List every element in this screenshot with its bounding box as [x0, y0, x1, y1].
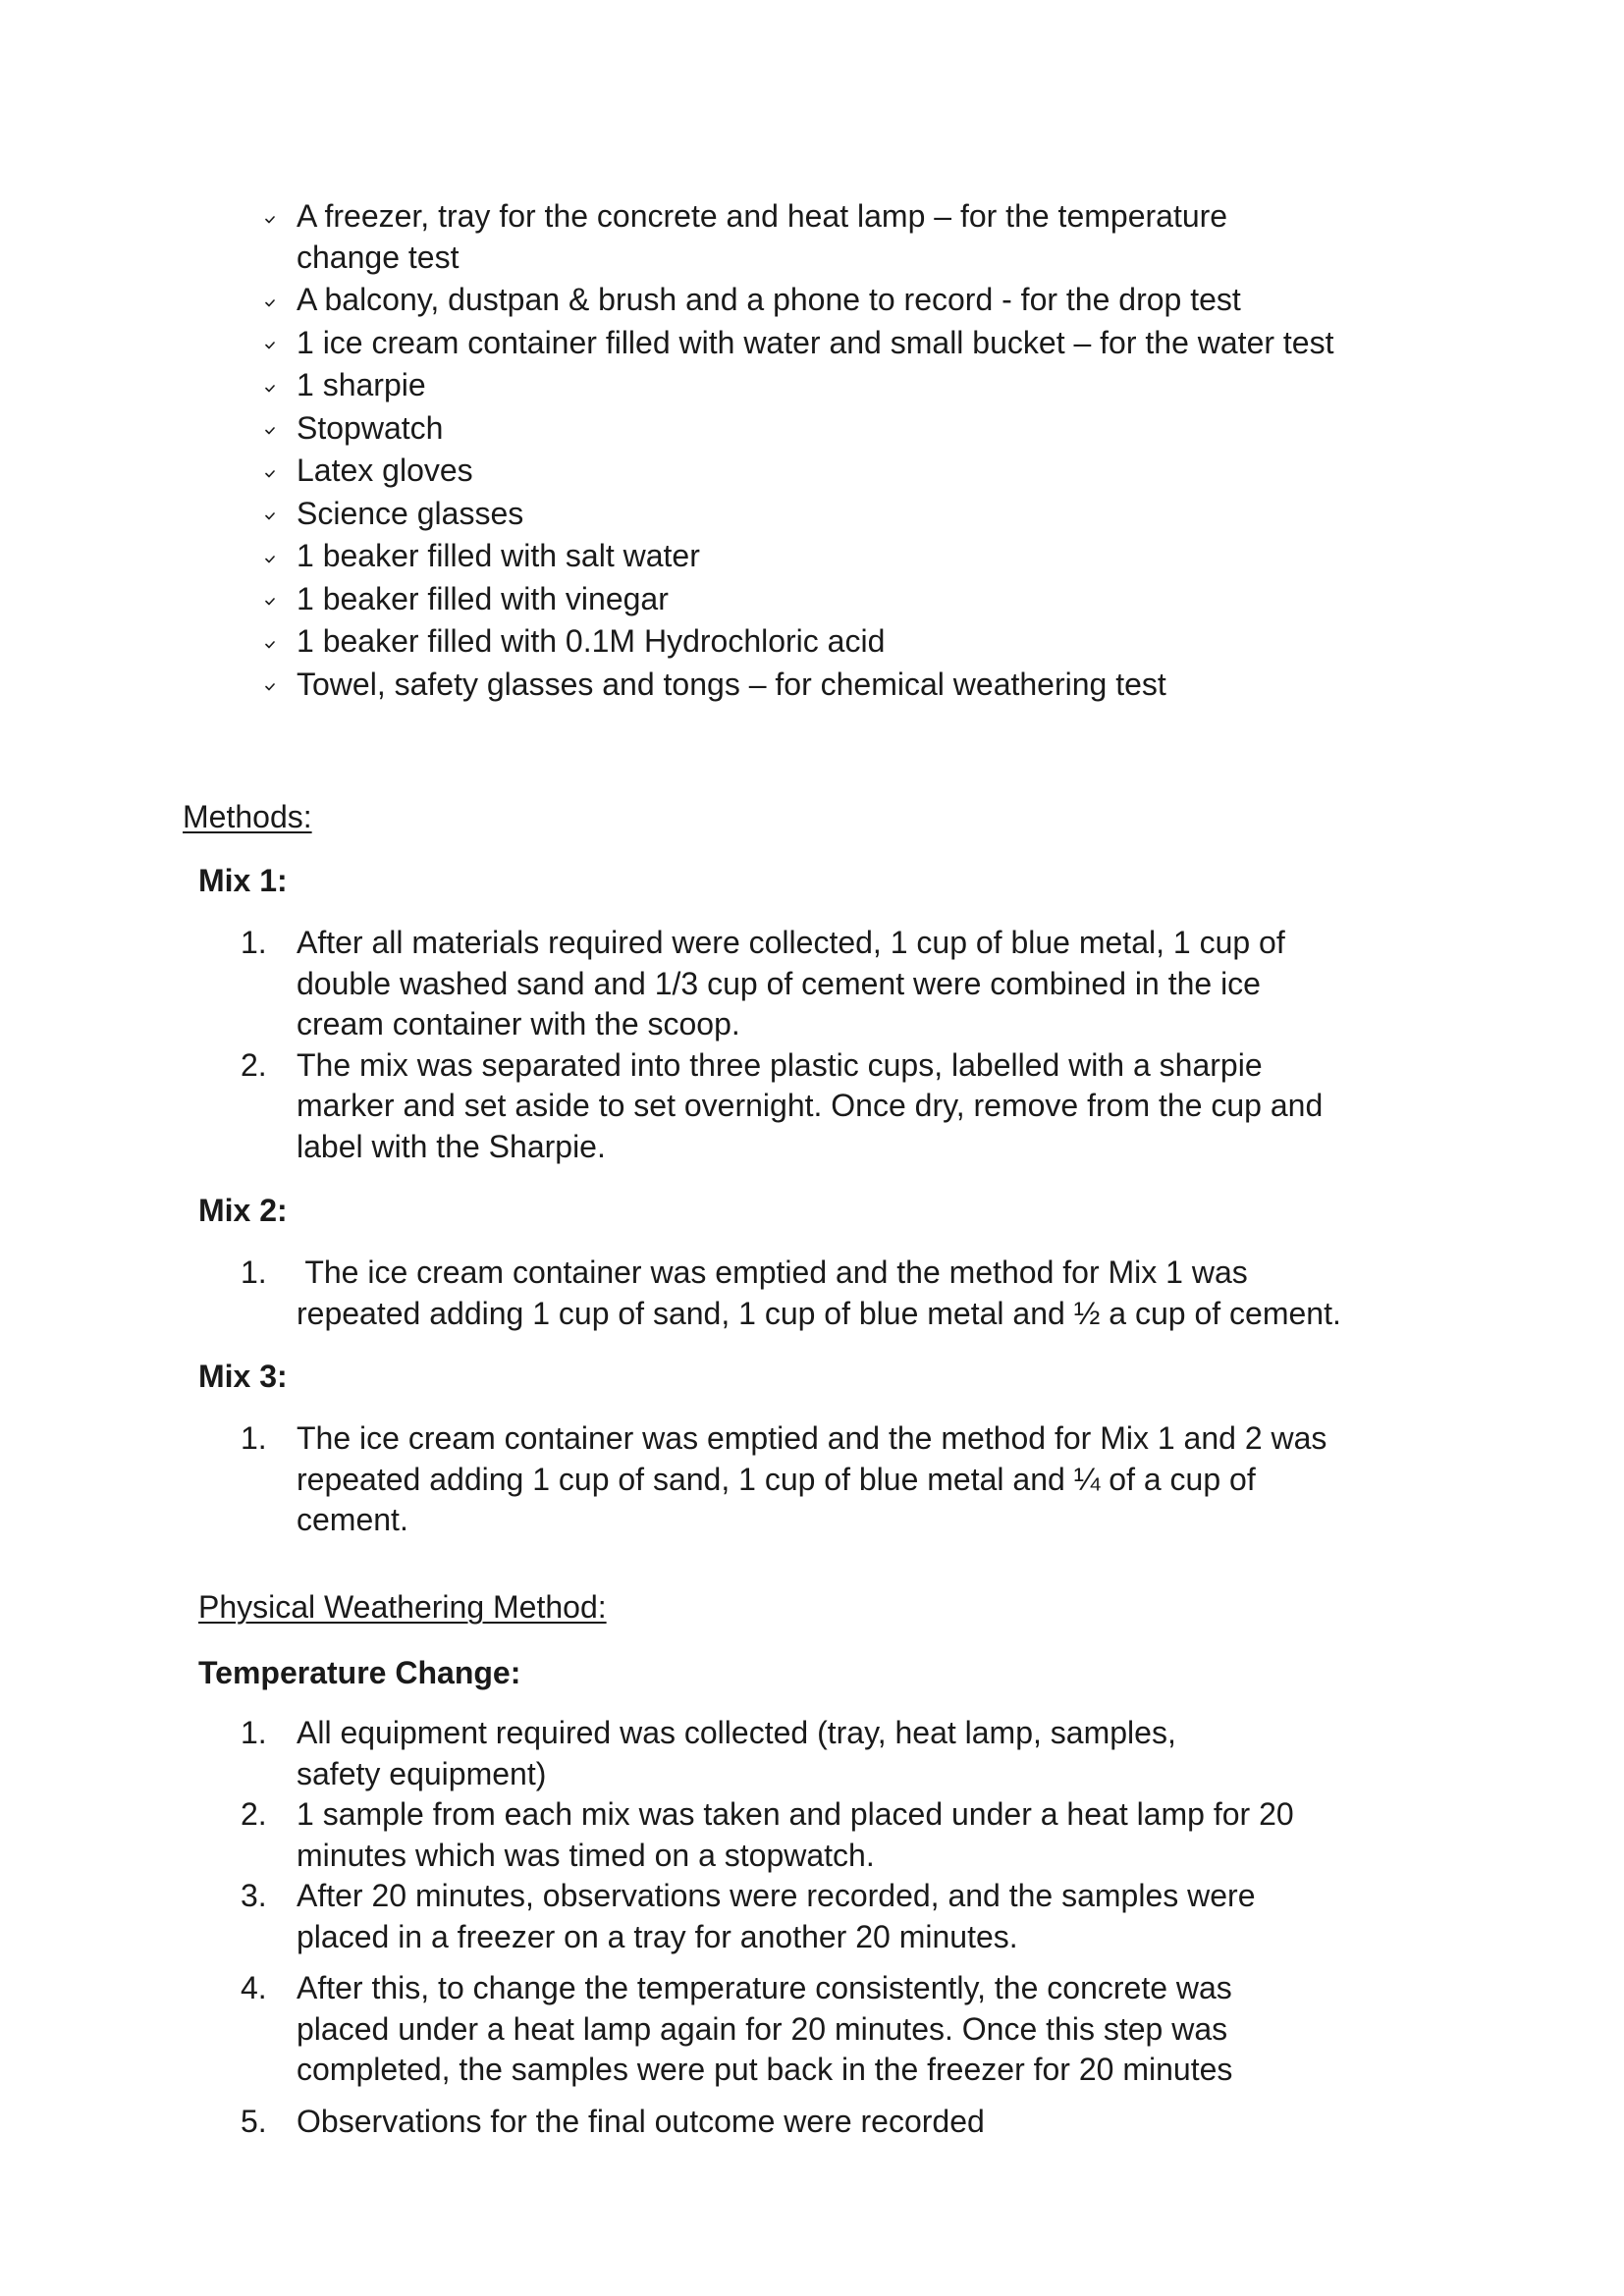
- mix3-steps: [241, 1418, 1419, 1541]
- checkmark-bullet-icon: [265, 408, 285, 450]
- step-item: [241, 1045, 1419, 1168]
- step-text: marker and set aside to set overnight. Once dry, remove from the cup and: [297, 1088, 1324, 1123]
- equipment-item-text-continued: change test: [297, 239, 460, 275]
- step-text: All equipment required was collected (tray, heat lamp, samples,: [297, 1715, 1176, 1750]
- step-number: 3.: [241, 1878, 267, 1913]
- equipment-list: [265, 196, 1424, 707]
- equipment-item-text: A freezer, tray for the concrete and heat lamp – for the temperature: [297, 198, 1228, 234]
- equipment-item-text: Towel, safety glasses and tongs – for chemical weathering test: [297, 666, 1166, 702]
- equipment-item-text: 1 sharpie: [297, 367, 426, 402]
- equipment-item: [265, 621, 1424, 663]
- step-text: safety equipment): [297, 1755, 547, 1791]
- checkmark-bullet-icon: [265, 451, 285, 492]
- equipment-item: [265, 665, 1424, 706]
- step-text: completed, the samples were put back in the freezer for 20 minutes: [297, 2052, 1233, 2087]
- checkmark-bullet-icon: [265, 621, 285, 663]
- equipment-item-text: Science glasses: [297, 495, 524, 531]
- equipment-item-text: 1 beaker filled with vinegar: [297, 580, 669, 616]
- equipment-item: [265, 451, 1424, 492]
- temperature-change-steps: [241, 1713, 1419, 2142]
- equipment-item: [265, 536, 1424, 577]
- step-text: 1 sample from each mix was taken and placed under a heat lamp for 20: [297, 1796, 1294, 1832]
- step-number: 1.: [241, 1715, 267, 1750]
- step-text: cream container with the scoop.: [297, 1006, 740, 1041]
- step-number: 1.: [241, 925, 267, 960]
- equipment-item: [265, 494, 1424, 535]
- step-item: [241, 2102, 1419, 2143]
- checkmark-bullet-icon: [265, 665, 285, 706]
- step-item: [241, 1253, 1419, 1334]
- step-text: After all materials required were collected, 1 cup of blue metal, 1 cup of: [297, 925, 1285, 960]
- step-text: placed under a heat lamp again for 20 minutes. Once this step was: [297, 2010, 1228, 2047]
- methods-heading: Methods:: [183, 799, 312, 834]
- step-text: double washed sand and 1/3 cup of cement were combined in the ice: [297, 965, 1261, 1001]
- checkmark-bullet-icon: [265, 323, 285, 364]
- step-number: 1.: [241, 1255, 267, 1290]
- checkmark-bullet-icon: [265, 579, 285, 620]
- step-text: label with the Sharpie.: [297, 1128, 606, 1164]
- mix1-heading: Mix 1:: [198, 863, 288, 898]
- step-text: After this, to change the temperature consistently, the concrete was: [297, 1970, 1232, 2005]
- step-text: minutes which was timed on a stopwatch.: [297, 1837, 875, 1873]
- step-text: Observations for the final outcome were recorded: [297, 2103, 985, 2139]
- step-number: 2.: [241, 1046, 267, 1083]
- step-number: 5.: [241, 2103, 267, 2139]
- mix2-steps: [241, 1253, 1419, 1334]
- equipment-item: [265, 579, 1424, 620]
- step-item: [241, 1876, 1419, 1957]
- step-item: [241, 1713, 1419, 1794]
- mix1-steps: [241, 923, 1419, 1167]
- temperature-change-heading: Temperature Change:: [198, 1655, 521, 1690]
- checkmark-bullet-icon: [265, 196, 285, 238]
- checkmark-bullet-icon: [265, 280, 285, 321]
- mix2-heading: Mix 2:: [198, 1193, 288, 1228]
- step-text: repeated adding 1 cup of sand, 1 cup of blue metal and ¼ of a cup of: [297, 1461, 1256, 1497]
- step-text: After 20 minutes, observations were recorded, and the samples were: [297, 1878, 1256, 1913]
- equipment-item-text: Latex gloves: [297, 453, 473, 488]
- equipment-item-text: 1 ice cream container filled with water and small bucket – for the water test: [297, 324, 1334, 360]
- step-text: cement.: [297, 1502, 408, 1537]
- checkmark-bullet-icon: [265, 536, 285, 577]
- checkmark-bullet-icon: [265, 365, 285, 406]
- step-text: The mix was separated into three plastic cups, labelled with a sharpie: [297, 1046, 1263, 1083]
- equipment-item-text: A balcony, dustpan & brush and a phone to record - for the drop test: [297, 282, 1241, 317]
- step-text: repeated adding 1 cup of sand, 1 cup of blue metal and ½ a cup of cement.: [297, 1295, 1341, 1331]
- equipment-item: [265, 196, 1424, 278]
- step-number: 4.: [241, 1970, 267, 2005]
- step-number: 1.: [241, 1420, 267, 1456]
- step-text: placed in a freezer on a tray for another 20 minutes.: [297, 1918, 1018, 1954]
- equipment-item: [265, 365, 1424, 406]
- mix3-heading: Mix 3:: [198, 1359, 288, 1394]
- equipment-item-text: 1 beaker filled with 0.1M Hydrochloric acid: [297, 623, 886, 659]
- step-item: [241, 923, 1419, 1045]
- equipment-item: [265, 280, 1424, 321]
- equipment-item-text: 1 beaker filled with salt water: [297, 538, 700, 573]
- step-item: [241, 1794, 1419, 1876]
- equipment-item: [265, 408, 1424, 450]
- step-text: The ice cream container was emptied and the method for Mix 1 was: [297, 1255, 1248, 1290]
- equipment-item-text: Stopwatch: [297, 409, 444, 446]
- equipment-item: [265, 323, 1424, 364]
- step-item: [241, 1968, 1419, 2091]
- step-item: [241, 1418, 1419, 1541]
- physical-weathering-heading: Physical Weathering Method:: [198, 1589, 607, 1625]
- step-number: 2.: [241, 1796, 267, 1832]
- step-text: The ice cream container was emptied and the method for Mix 1 and 2 was: [297, 1420, 1327, 1456]
- checkmark-bullet-icon: [265, 494, 285, 535]
